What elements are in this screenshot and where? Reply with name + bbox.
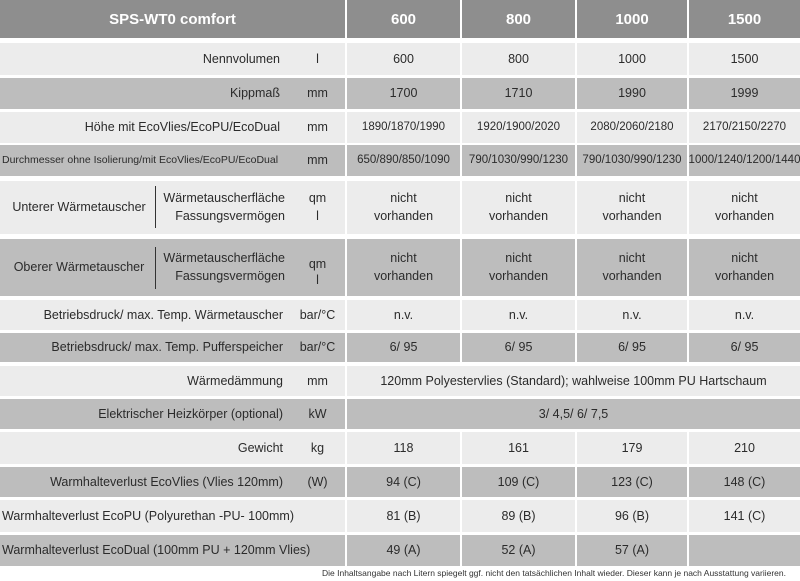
row-betriebsdruck-waermetauscher [0,300,800,330]
row-unterer-waermetauscher [0,181,800,234]
value-1500: 1000/1240/1200/1440 [688,154,800,166]
value-600: 650/890/850/1090 [357,154,450,166]
row-hoehe [0,112,800,143]
header-col-1000: 1000 [615,10,649,28]
header-col-1500: 1500 [727,10,762,28]
row-label: Oberer Wärmetauscher [13,260,145,274]
value-all: 120mm Polyestervlies (Standard); wahlweise 100mm PU Hartschaum [380,373,767,388]
header-col-800: 800 [505,10,532,28]
row-warmhalteverlust-ecodual [0,535,800,566]
value-800-line2: vorhanden [488,268,549,283]
row-unit: mm [307,373,328,388]
value-1500 [689,535,800,566]
row-unit: kW [308,406,327,421]
row-unit: bar/°C [299,340,336,354]
value-1500-line1: nicht [731,190,758,205]
row-heizkoerper [0,399,800,429]
value-800-line1: nicht [505,190,532,205]
row-label: Betriebsdruck/ max. Temp. Wärmetauscher [43,307,283,322]
value-1000: 1990 [618,86,646,100]
value-1000: 6/ 95 [618,340,646,354]
row-warmhalteverlust-ecopu [0,500,800,532]
value-600: 94 (C) [386,474,421,489]
row-label: Durchmesser ohne Isolierung/mit EcoVlies/EcoPU/EcoDual [2,154,279,166]
value-600: 600 [393,51,414,66]
value-600-line2: vorhanden [373,208,434,223]
value-800: 800 [508,51,529,66]
value-1000: 179 [621,440,643,455]
value-1000-line1: nicht [618,250,646,265]
row-unit: l [316,51,319,66]
value-1500: 2170/2150/2270 [702,121,787,133]
value-1000: 96 (B) [614,508,650,523]
row-label: Warmhalteverlust EcoDual (100mm PU + 120mm Vlies) [2,543,311,557]
row-label: Elektrischer Heizkörper (optional) [98,406,283,421]
unit-l: l [316,272,319,287]
row-label: Kippmaß [229,86,280,100]
row-label: Betriebsdruck/ max. Temp. Pufferspeicher [51,340,283,354]
value-800: 790/1030/990/1230 [468,154,569,166]
row-unit: mm [307,120,328,134]
value-1000: 2080/2060/2180 [590,121,674,133]
unit-qm: qm [308,190,327,205]
row-warmhalteverlust-ecovlies [0,467,800,497]
value-800: 161 [508,440,529,455]
value-800-line2: vorhanden [488,208,549,223]
divider-bar [155,186,156,228]
value-1000: 1000 [618,51,646,66]
value-1000-line1: nicht [618,190,646,205]
value-600-line2: vorhanden [373,268,434,283]
row-oberer-waermetauscher [0,239,800,296]
row-betriebsdruck-pufferspeicher [0,333,800,362]
value-1000: 790/1030/990/1230 [582,154,682,166]
row-label: Gewicht [237,440,283,455]
value-600: 49 (A) [386,543,421,557]
value-1500: 1999 [730,86,759,100]
row-unit: (W) [307,474,328,489]
value-1000: n.v. [622,307,642,322]
sub-label-flaeche: Wärmetauscherfläche [163,250,285,265]
value-1500: 6/ 95 [730,340,759,354]
value-1500: 210 [734,440,755,455]
header-col-600: 600 [390,10,417,28]
value-1500: 148 (C) [723,474,766,489]
row-unit: mm [307,86,328,100]
value-800-line1: nicht [505,250,532,265]
value-800: 1710 [504,86,533,100]
value-1500: 141 (C) [723,508,766,523]
divider-bar [155,247,156,289]
sub-label-fassung: Fassungsvermögen [175,208,285,223]
value-600: 6/ 95 [389,340,418,354]
sub-label-flaeche: Wärmetauscherfläche [163,190,285,205]
row-nennvolumen [0,43,800,75]
value-800: 109 (C) [497,474,540,489]
value-1000-line2: vorhanden [602,208,662,223]
unit-l: l [316,208,319,223]
value-1000: 123 (C) [611,474,653,489]
value-600-line1: nicht [390,190,417,205]
value-1500: n.v. [734,307,755,322]
unit-qm: qm [308,256,327,271]
value-1500-line1: nicht [731,250,758,265]
value-1500-line2: vorhanden [714,268,775,283]
row-label: Warmhalteverlust EcoPU (Polyurethan -PU- 100mm) [2,508,294,523]
value-800: n.v. [508,307,529,322]
value-800: 89 (B) [501,508,536,523]
value-800: 1920/1900/2020 [476,121,561,133]
value-600: 1890/1870/1990 [361,121,446,133]
row-kippmass [0,78,800,109]
sub-label-fassung: Fassungsvermögen [175,268,285,283]
value-1500: 1500 [730,51,759,66]
row-label: Wärmedämmung [187,373,283,388]
row-durchmesser [0,145,800,176]
value-600: 1700 [389,86,418,100]
value-600-line1: nicht [390,250,417,265]
row-label: Warmhalteverlust EcoVlies (Vlies 120mm) [50,474,283,489]
value-600: 118 [393,440,414,455]
header-row [0,0,800,38]
row-gewicht [0,432,800,464]
row-label: Unterer Wärmetauscher [12,200,146,214]
value-1000: 57 (A) [614,543,650,557]
value-600: 81 (B) [386,508,421,523]
row-label: Nennvolumen [202,51,280,66]
value-1000-line2: vorhanden [602,268,662,283]
row-waermedaemmung [0,366,800,396]
value-all: 3/ 4,5/ 6/ 7,5 [538,406,609,421]
value-1500-line2: vorhanden [714,208,775,223]
value-800: 6/ 95 [504,340,533,354]
footnote: Die Inhaltsangabe nach Litern spiegelt ggf. nicht den tatsächlichen Inhalt wieder. Dieser kann je nach Ausstattung variieren. [321,568,786,578]
value-600: n.v. [393,307,414,322]
header-product: SPS-WT0 comfort [109,10,236,28]
row-label: Höhe mit EcoVlies/EcoPU/EcoDual [84,120,280,134]
row-unit: bar/°C [299,307,336,322]
row-unit: kg [310,440,325,455]
value-800: 52 (A) [501,543,536,557]
row-unit: mm [307,153,328,167]
